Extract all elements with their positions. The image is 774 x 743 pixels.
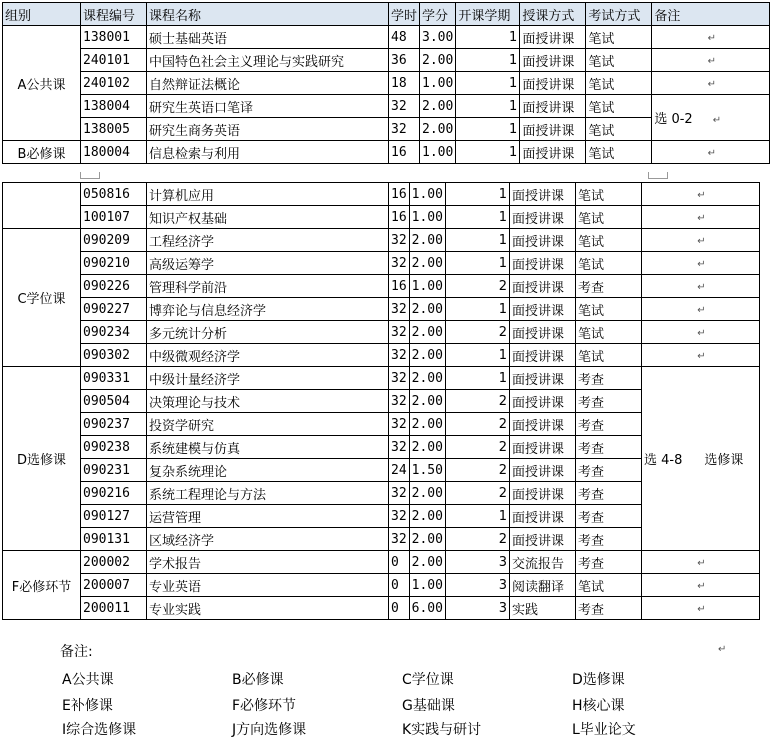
course-term: 2 [445, 528, 509, 551]
course-hours: 16 [389, 183, 410, 206]
course-credits: 1.00 [420, 141, 456, 164]
course-method: 面授讲课 [509, 275, 575, 298]
course-method: 面授讲课 [509, 482, 575, 505]
course-hours: 24 [389, 459, 410, 482]
course-hours: 16 [389, 141, 420, 164]
course-method: 面授讲课 [520, 141, 586, 164]
notes-section: 备注: ↵ A公共课 B必修课 C学位课 D选修课 E补修课 F必修环节 G基础课 H核心课 I综合选修课 J方向选修课 K实践与研讨 L毕业论文 [0, 640, 774, 740]
course-name: 学术报告 [147, 551, 389, 574]
course-credits: 2.00 [409, 505, 445, 528]
course-credits: 2.00 [420, 95, 456, 118]
table-row [3, 183, 760, 206]
course-hours: 32 [389, 298, 410, 321]
course-term: 2 [445, 413, 509, 436]
course-method: 面授讲课 [520, 49, 586, 72]
course-exam: 笔试 [586, 95, 652, 118]
remark-cell: ↵ [641, 206, 759, 229]
course-hours: 32 [389, 229, 410, 252]
course-method: 面授讲课 [509, 229, 575, 252]
course-hours: 16 [389, 275, 410, 298]
header-code: 课程编号 [81, 3, 147, 26]
course-term: 1 [445, 344, 509, 367]
remark-cell: ↵ [652, 49, 770, 72]
course-code: 090331 [81, 367, 147, 390]
course-exam: 笔试 [575, 574, 641, 597]
table-row [3, 72, 770, 95]
course-term: 1 [445, 229, 509, 252]
course-credits: 6.00 [409, 597, 445, 620]
course-hours: 32 [389, 528, 410, 551]
course-code: 138004 [81, 95, 147, 118]
remark-cell: ↵ [641, 344, 759, 367]
course-exam: 考查 [575, 413, 641, 436]
note-item: J方向选修课 [232, 722, 307, 738]
course-credits: 2.00 [409, 298, 445, 321]
course-method: 实践 [509, 597, 575, 620]
course-table-part2 [2, 182, 760, 620]
course-code: 180004 [81, 141, 147, 164]
course-name: 博弈论与信息经济学 [147, 298, 389, 321]
course-term: 1 [445, 183, 509, 206]
course-method: 面授讲课 [509, 528, 575, 551]
course-exam: 笔试 [575, 321, 641, 344]
table-row [3, 597, 760, 620]
course-credits: 2.00 [409, 528, 445, 551]
separator-mark [80, 172, 100, 179]
course-credits: 2.00 [409, 229, 445, 252]
table-row [3, 141, 770, 164]
table-row [3, 574, 760, 597]
course-hours: 32 [389, 118, 420, 141]
header-exam: 考试方式 [586, 3, 652, 26]
course-name: 自然辩证法概论 [147, 72, 389, 95]
course-credits: 1.00 [409, 574, 445, 597]
course-method: 面授讲课 [509, 413, 575, 436]
course-method: 面授讲课 [520, 26, 586, 49]
group-cell: F必修环节 [3, 551, 81, 620]
course-credits: 1.50 [409, 459, 445, 482]
course-code: 090227 [81, 298, 147, 321]
note-item: L毕业论文 [572, 722, 636, 738]
course-code: 138005 [81, 118, 147, 141]
remark-cell: ↵ [641, 551, 759, 574]
course-name: 多元统计分析 [147, 321, 389, 344]
remark-cell: ↵ [641, 597, 759, 620]
course-term: 1 [445, 505, 509, 528]
course-name: 工程经济学 [147, 229, 389, 252]
table-row [3, 275, 760, 298]
table-row [3, 252, 760, 275]
table-row [3, 298, 760, 321]
note-item: C学位课 [402, 672, 454, 688]
group-cell [3, 183, 81, 229]
course-term: 1 [456, 141, 520, 164]
course-credits: 2.00 [420, 49, 456, 72]
course-name: 知识产权基础 [147, 206, 389, 229]
course-term: 1 [456, 118, 520, 141]
course-exam: 笔试 [586, 141, 652, 164]
course-term: 1 [456, 49, 520, 72]
course-exam: 笔试 [575, 229, 641, 252]
course-exam: 笔试 [586, 49, 652, 72]
note-item: A公共课 [62, 672, 114, 688]
course-code: 090504 [81, 390, 147, 413]
course-credits: 1.00 [409, 183, 445, 206]
course-name: 研究生商务英语 [147, 118, 389, 141]
remark-cell: ↵ [641, 298, 759, 321]
remark-cell: ↵ [641, 183, 759, 206]
course-method: 面授讲课 [509, 459, 575, 482]
course-name: 复杂系统理论 [147, 459, 389, 482]
course-exam: 考查 [575, 367, 641, 390]
course-method: 面授讲课 [509, 436, 575, 459]
course-credits: 2.00 [409, 413, 445, 436]
remark-cell: ↵ [652, 141, 770, 164]
course-hours: 16 [389, 206, 410, 229]
course-exam: 笔试 [586, 72, 652, 95]
course-code: 200007 [81, 574, 147, 597]
course-hours: 32 [389, 344, 410, 367]
course-hours: 0 [389, 551, 410, 574]
course-credits: 2.00 [409, 390, 445, 413]
course-code: 240102 [81, 72, 147, 95]
course-name: 区域经济学 [147, 528, 389, 551]
course-hours: 32 [389, 436, 410, 459]
header-row [3, 3, 770, 26]
course-credits: 2.00 [409, 252, 445, 275]
course-exam: 笔试 [575, 183, 641, 206]
remark-cell: ↵ [641, 275, 759, 298]
course-method: 面授讲课 [509, 298, 575, 321]
course-term: 2 [445, 482, 509, 505]
course-code: 090231 [81, 459, 147, 482]
note-item: G基础课 [402, 698, 455, 714]
course-code: 200002 [81, 551, 147, 574]
course-exam: 笔试 [575, 206, 641, 229]
course-code: 200011 [81, 597, 147, 620]
course-method: 面授讲课 [509, 505, 575, 528]
course-method: 面授讲课 [509, 206, 575, 229]
course-name: 中级微观经济学 [147, 344, 389, 367]
table-row [3, 229, 760, 252]
course-exam: 笔试 [586, 118, 652, 141]
course-exam: 笔试 [575, 298, 641, 321]
remark-select-a: 选 0-2 [654, 112, 693, 127]
course-name: 专业英语 [147, 574, 389, 597]
course-method: 面授讲课 [509, 344, 575, 367]
course-method: 阅读翻译 [509, 574, 575, 597]
course-hours: 32 [389, 505, 410, 528]
table-row [3, 321, 760, 344]
course-method: 面授讲课 [520, 118, 586, 141]
course-code: 138001 [81, 26, 147, 49]
group-cell: C学位课 [3, 229, 81, 367]
course-hours: 32 [389, 252, 410, 275]
course-exam: 考查 [575, 275, 641, 298]
course-method: 交流报告 [509, 551, 575, 574]
course-code: 090216 [81, 482, 147, 505]
course-name: 系统工程理论与方法 [147, 482, 389, 505]
table-row [3, 344, 760, 367]
course-name: 中级计量经济学 [147, 367, 389, 390]
course-table-part1 [2, 2, 770, 164]
course-credits: 3.00 [420, 26, 456, 49]
course-term: 1 [445, 367, 509, 390]
course-code: 100107 [81, 206, 147, 229]
header-remark: 备注 [652, 3, 770, 26]
course-exam: 考查 [575, 436, 641, 459]
course-hours: 0 [389, 597, 410, 620]
course-credits: 2.00 [420, 118, 456, 141]
course-term: 1 [456, 26, 520, 49]
course-name: 硕士基础英语 [147, 26, 389, 49]
course-credits: 2.00 [409, 321, 445, 344]
course-exam: 笔试 [575, 252, 641, 275]
remark-select-d: 选 4-8 [643, 453, 683, 468]
course-code: 090131 [81, 528, 147, 551]
course-credits: 1.00 [409, 206, 445, 229]
course-exam: 考查 [575, 459, 641, 482]
remark-elective: 选修课 [704, 453, 744, 468]
course-code: 240101 [81, 49, 147, 72]
course-term: 3 [445, 551, 509, 574]
remark-cell: ↵ [652, 72, 770, 95]
course-term: 1 [456, 95, 520, 118]
course-term: 2 [445, 390, 509, 413]
remark-cell-d [641, 367, 759, 551]
course-credits: 1.00 [409, 275, 445, 298]
table-row [3, 551, 760, 574]
table-row [3, 206, 760, 229]
header-credits: 学分 [420, 3, 456, 26]
course-exam: 笔试 [586, 26, 652, 49]
course-name: 系统建模与仿真 [147, 436, 389, 459]
course-hours: 32 [389, 390, 410, 413]
header-group: 组别 [3, 3, 81, 26]
course-name: 高级运筹学 [147, 252, 389, 275]
remark-cell: ↵ [641, 321, 759, 344]
course-code: 090127 [81, 505, 147, 528]
course-name: 专业实践 [147, 597, 389, 620]
course-term: 2 [445, 436, 509, 459]
table-separator [80, 172, 666, 180]
course-name: 计算机应用 [147, 183, 389, 206]
remark-cell: ↵ [641, 574, 759, 597]
note-item: H核心课 [572, 698, 625, 714]
course-code: 090302 [81, 344, 147, 367]
course-code: 090226 [81, 275, 147, 298]
course-code: 050816 [81, 183, 147, 206]
course-hours: 32 [389, 482, 410, 505]
notes-title: 备注: [60, 644, 93, 660]
course-credits: 2.00 [409, 482, 445, 505]
course-code: 090210 [81, 252, 147, 275]
table-row [3, 367, 760, 390]
course-hours: 0 [389, 574, 410, 597]
course-hours: 32 [389, 321, 410, 344]
course-code: 090237 [81, 413, 147, 436]
course-hours: 18 [389, 72, 420, 95]
course-exam: 考查 [575, 505, 641, 528]
course-code: 090209 [81, 229, 147, 252]
course-term: 2 [445, 321, 509, 344]
note-item: K实践与研讨 [402, 722, 482, 738]
note-item: D选修课 [572, 672, 625, 688]
course-term: 2 [445, 459, 509, 482]
table-row [3, 26, 770, 49]
course-name: 决策理论与技术 [147, 390, 389, 413]
header-name: 课程名称 [147, 3, 389, 26]
remark-cell: ↵ [641, 252, 759, 275]
course-method: 面授讲课 [520, 95, 586, 118]
course-name: 研究生英语口笔译 [147, 95, 389, 118]
course-term: 1 [456, 72, 520, 95]
header-term: 开课学期 [456, 3, 520, 26]
course-method: 面授讲课 [509, 183, 575, 206]
group-cell: B必修课 [3, 141, 81, 164]
course-hours: 48 [389, 26, 420, 49]
note-item: I综合选修课 [62, 722, 137, 738]
course-method: 面授讲课 [509, 367, 575, 390]
course-name: 管理科学前沿 [147, 275, 389, 298]
course-exam: 考查 [575, 482, 641, 505]
course-name: 投资学研究 [147, 413, 389, 436]
course-term: 3 [445, 574, 509, 597]
course-credits: 2.00 [409, 436, 445, 459]
course-credits: 2.00 [409, 551, 445, 574]
course-method: 面授讲课 [509, 321, 575, 344]
note-item: B必修课 [232, 672, 284, 688]
course-term: 3 [445, 597, 509, 620]
course-code: 090234 [81, 321, 147, 344]
course-exam: 笔试 [575, 344, 641, 367]
course-name: 中国特色社会主义理论与实践研究 [147, 49, 389, 72]
note-item: F必修环节 [232, 698, 297, 714]
course-method: 面授讲课 [509, 252, 575, 275]
course-exam: 考查 [575, 597, 641, 620]
header-hours: 学时 [389, 3, 420, 26]
course-exam: 考查 [575, 390, 641, 413]
course-hours: 32 [389, 367, 410, 390]
group-cell: A公共课 [3, 26, 81, 141]
course-term: 1 [445, 206, 509, 229]
table-row [3, 95, 770, 118]
course-name: 运营管理 [147, 505, 389, 528]
course-credits: 2.00 [409, 367, 445, 390]
remark-cell-a: 选 0-2 ↵ [652, 95, 770, 141]
course-credits: 2.00 [409, 344, 445, 367]
course-term: 2 [445, 275, 509, 298]
course-hours: 32 [389, 413, 410, 436]
header-method: 授课方式 [520, 3, 586, 26]
course-name: 信息检索与利用 [147, 141, 389, 164]
course-hours: 36 [389, 49, 420, 72]
separator-mark [648, 172, 668, 179]
course-method: 面授讲课 [509, 390, 575, 413]
group-cell: D选修课 [3, 367, 81, 551]
course-exam: 考查 [575, 528, 641, 551]
course-code: 090238 [81, 436, 147, 459]
course-hours: 32 [389, 95, 420, 118]
course-credits: 1.00 [420, 72, 456, 95]
table-row [3, 49, 770, 72]
course-term: 1 [445, 298, 509, 321]
course-method: 面授讲课 [520, 72, 586, 95]
course-exam: 考查 [575, 551, 641, 574]
remark-cell: ↵ [652, 26, 770, 49]
note-item: E补修课 [62, 698, 113, 714]
remark-cell: ↵ [641, 229, 759, 252]
course-term: 1 [445, 252, 509, 275]
